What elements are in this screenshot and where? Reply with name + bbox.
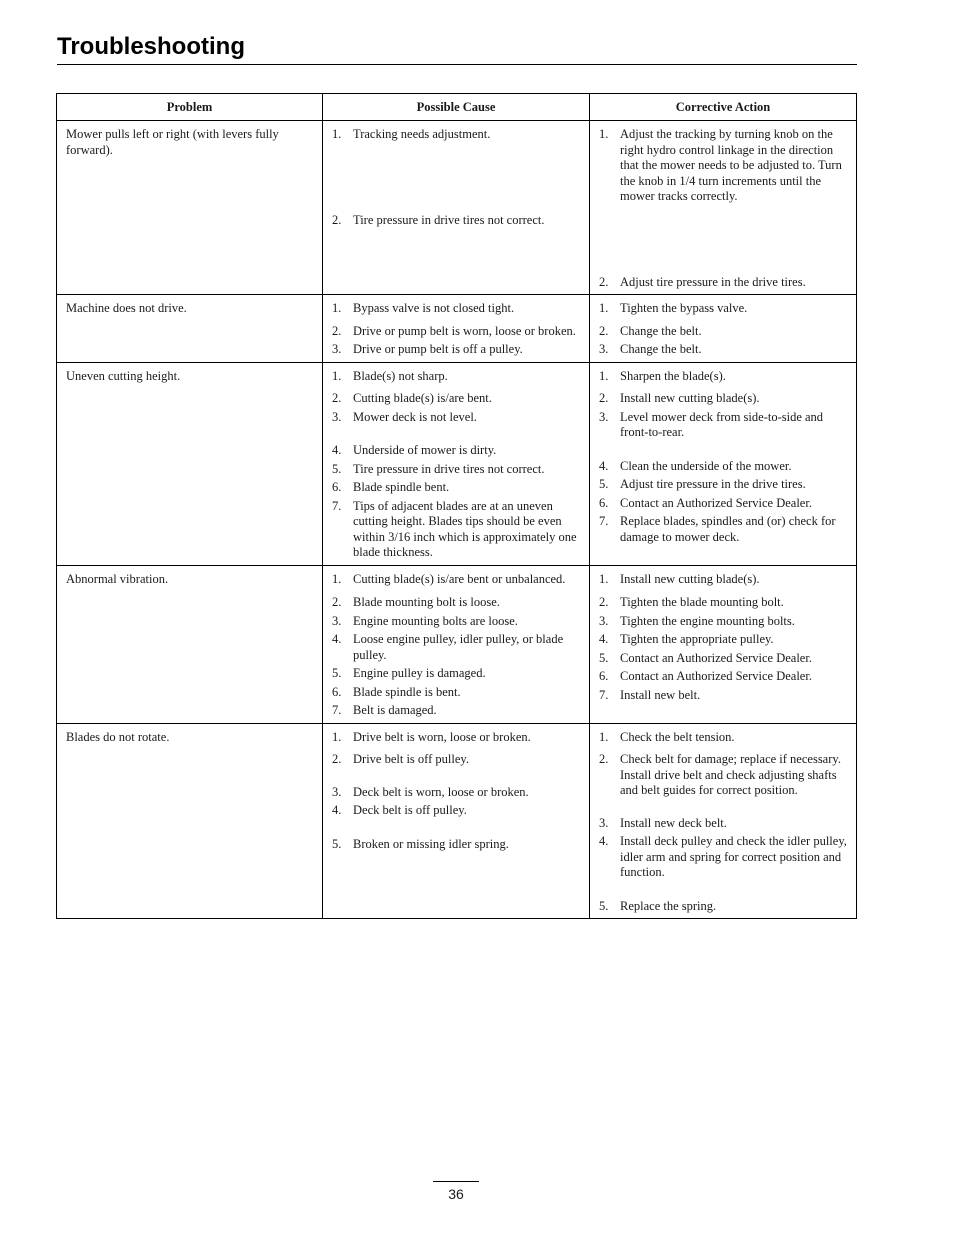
cause-item [332,301,581,317]
cause-item [332,632,581,663]
cause-item [332,391,581,407]
item-text: Tighten the blade mounting bolt. [620,595,784,609]
action-item [599,752,848,799]
item-text: Tighten the bypass valve. [620,301,748,315]
corrective-action-cell [590,362,857,565]
item-number: 6. [599,495,609,510]
problem-cell: Machine does not drive. [57,295,323,363]
item-text: Adjust tire pressure in the drive tires. [620,477,806,491]
cause-item [332,685,581,701]
item-text: Adjust the tracking by turning knob on the right hydro control linkage in the direction that the mower needs to be adjusted to. Turn the knob in 1/4 turn increments until the mower tracks correctly. [620,127,842,203]
header-problem: Problem [57,94,323,121]
action-item [599,816,848,832]
item-text: Cutting blade(s) is/are bent. [353,391,492,405]
item-number: 1. [599,729,609,744]
item-text: Drive or pump belt is off a pulley. [353,342,523,356]
action-item [599,595,848,611]
item-text: Contact an Authorized Service Dealer. [620,650,812,665]
cause-item [332,213,581,229]
cause-item [332,499,581,561]
item-number: 7. [599,687,609,702]
corrective-action-cell [590,565,857,723]
action-list [599,127,848,290]
item-number: 5. [332,461,342,476]
item-text: Tips of adjacent blades are at an uneven cutting height. Blades tips should be even within 3/16 inch which is approximately one blade thickness. [353,498,577,559]
header-possible-cause: Possible Cause [323,94,590,121]
action-item [599,301,848,317]
cause-item [332,572,581,588]
cause-item [332,752,581,768]
item-number: 4. [332,803,342,817]
cause-item [332,666,581,682]
item-number: 2. [332,752,342,766]
cause-item [332,410,581,426]
item-number: 4. [332,632,342,646]
item-number: 1. [599,301,609,315]
item-number: 3. [332,784,342,799]
problem-cell: Abnormal vibration. [57,565,323,723]
cause-list [332,369,581,561]
cause-item [332,595,581,611]
cause-item [332,443,581,459]
cause-item [332,324,581,340]
item-text: Check belt for damage; replace if necessary. Install drive belt and check adjusting shafts and belt guides for correct position. [620,752,841,797]
item-number: 3. [332,409,342,424]
item-number: 2. [332,323,342,338]
item-text: Install deck pulley and check the idler pulley, idler arm and spring for correct position and function. [620,834,847,879]
action-item [599,688,848,704]
action-item [599,899,848,915]
action-item [599,391,848,407]
item-number: 1. [332,301,342,315]
item-text: Blade mounting bolt is loose. [353,595,500,609]
item-text: Tighten the appropriate pulley. [620,632,774,646]
item-number: 6. [332,480,342,494]
item-number: 1. [332,729,342,744]
possible-cause-cell [323,121,590,295]
item-number: 2. [332,391,342,405]
item-text: Blade spindle bent. [353,480,450,494]
table-row [57,121,857,295]
table-row [57,362,857,565]
action-list [599,730,848,915]
cause-item [332,462,581,478]
page-title: Troubleshooting [57,33,245,60]
cause-item [332,785,581,801]
action-item [599,496,848,512]
item-number: 7. [599,514,609,528]
item-number: 1. [332,127,342,141]
page-number-rule [433,1181,479,1182]
corrective-action-cell [590,121,857,295]
cause-item [332,703,581,719]
item-number: 7. [332,703,342,717]
item-number: 2. [599,274,609,289]
cause-list [332,301,581,358]
item-number: 6. [599,669,609,683]
action-item [599,324,848,340]
item-text: Drive belt is off pulley. [353,752,469,766]
corrective-action-cell [590,295,857,363]
item-number: 1. [332,571,342,586]
item-number: 2. [332,212,342,227]
item-text: Broken or missing idler spring. [353,836,509,851]
action-item [599,572,848,588]
item-text: Tracking needs adjustment. [353,127,491,141]
page-number: 36 [448,1186,464,1202]
action-item [599,459,848,475]
item-number: 2. [599,323,609,338]
item-text: Cutting blade(s) is/are bent or unbalanced. [353,571,566,586]
item-text: Underside of mower is dirty. [353,443,497,457]
item-text: Sharpen the blade(s). [620,368,726,383]
item-number: 6. [332,684,342,699]
item-text: Replace the spring. [620,898,717,913]
problem-cell: Uneven cutting height. [57,362,323,565]
item-number: 2. [599,595,609,609]
cause-item [332,614,581,630]
item-number: 7. [332,498,342,513]
item-text: Blade spindle is bent. [353,684,461,699]
cause-item [332,730,581,746]
item-text: Blade(s) not sharp. [353,368,448,383]
cause-item [332,342,581,358]
possible-cause-cell [323,565,590,723]
item-number: 4. [599,834,609,848]
item-number: 4. [599,632,609,646]
item-number: 1. [599,571,609,586]
item-text: Check the belt tension. [620,729,735,744]
item-number: 5. [599,477,609,491]
item-number: 2. [332,595,342,609]
cause-list [332,572,581,719]
action-item [599,651,848,667]
table-row [57,723,857,919]
item-text: Contact an Authorized Service Dealer. [620,669,812,683]
item-text: Engine mounting bolts are loose. [353,613,518,628]
table-row [57,295,857,363]
item-text: Loose engine pulley, idler pulley, or blade pulley. [353,632,564,662]
cause-list [332,127,581,228]
item-number: 4. [599,458,609,473]
cause-item [332,803,581,819]
item-text: Engine pulley is damaged. [353,666,486,680]
item-text: Level mower deck from side-to-side and front-to-rear. [620,409,824,439]
action-item [599,730,848,746]
item-number: 1. [332,368,342,383]
item-text: Install new belt. [620,687,701,702]
action-list [599,301,848,358]
possible-cause-cell [323,723,590,919]
cause-item [332,480,581,496]
item-text: Change the belt. [620,323,702,338]
action-item [599,369,848,385]
item-number: 5. [332,836,342,851]
item-number: 4. [332,443,342,457]
item-text: Install new deck belt. [620,815,727,830]
item-text: Install new cutting blade(s). [620,391,760,405]
title-divider [57,64,857,65]
cause-item [332,369,581,385]
item-text: Change the belt. [620,342,702,356]
item-text: Drive belt is worn, loose or broken. [353,729,531,744]
cause-item [332,127,581,143]
item-text: Tire pressure in drive tires not correct. [353,212,545,227]
item-number: 3. [332,342,342,356]
item-number: 3. [599,409,609,424]
cause-list [332,730,581,853]
item-text: Belt is damaged. [353,703,437,717]
possible-cause-cell [323,295,590,363]
problem-cell: Mower pulls left or right (with levers fully forward). [57,121,323,295]
item-number: 5. [599,898,609,913]
item-text: Adjust tire pressure in the drive tires. [620,274,806,289]
header-corrective-action: Corrective Action [590,94,857,121]
item-number: 2. [599,391,609,405]
action-item [599,632,848,648]
item-number: 3. [332,613,342,628]
item-number: 2. [599,752,609,766]
item-number: 1. [599,127,609,141]
action-list [599,572,848,704]
table-row [57,565,857,723]
action-item [599,669,848,685]
action-item [599,410,848,441]
cause-item [332,837,581,853]
item-number: 5. [332,666,342,680]
item-text: Install new cutting blade(s). [620,571,760,586]
item-text: Tire pressure in drive tires not correct. [353,461,545,476]
problem-cell: Blades do not rotate. [57,723,323,919]
item-number: 1. [599,368,609,383]
item-text: Mower deck is not level. [353,409,477,424]
corrective-action-cell [590,723,857,919]
item-text: Contact an Authorized Service Dealer. [620,495,812,510]
item-text: Deck belt is off pulley. [353,803,467,817]
item-text: Drive or pump belt is worn, loose or broken. [353,323,576,338]
table-body [57,121,857,919]
item-text: Deck belt is worn, loose or broken. [353,784,529,799]
action-item [599,275,848,291]
item-number: 3. [599,815,609,830]
action-item [599,614,848,630]
item-number: 5. [599,650,609,665]
item-number: 3. [599,342,609,356]
action-item [599,342,848,358]
troubleshooting-table [56,93,857,919]
action-item [599,834,848,881]
item-text: Clean the underside of the mower. [620,458,792,473]
item-number: 3. [599,613,609,628]
action-item [599,477,848,493]
possible-cause-cell [323,362,590,565]
item-text: Replace blades, spindles and (or) check for damage to mower deck. [620,514,836,544]
item-text: Bypass valve is not closed tight. [353,301,515,315]
action-item [599,514,848,545]
table-header-row [57,94,857,121]
item-text: Tighten the engine mounting bolts. [620,613,795,628]
action-list [599,369,848,546]
action-item [599,127,848,205]
